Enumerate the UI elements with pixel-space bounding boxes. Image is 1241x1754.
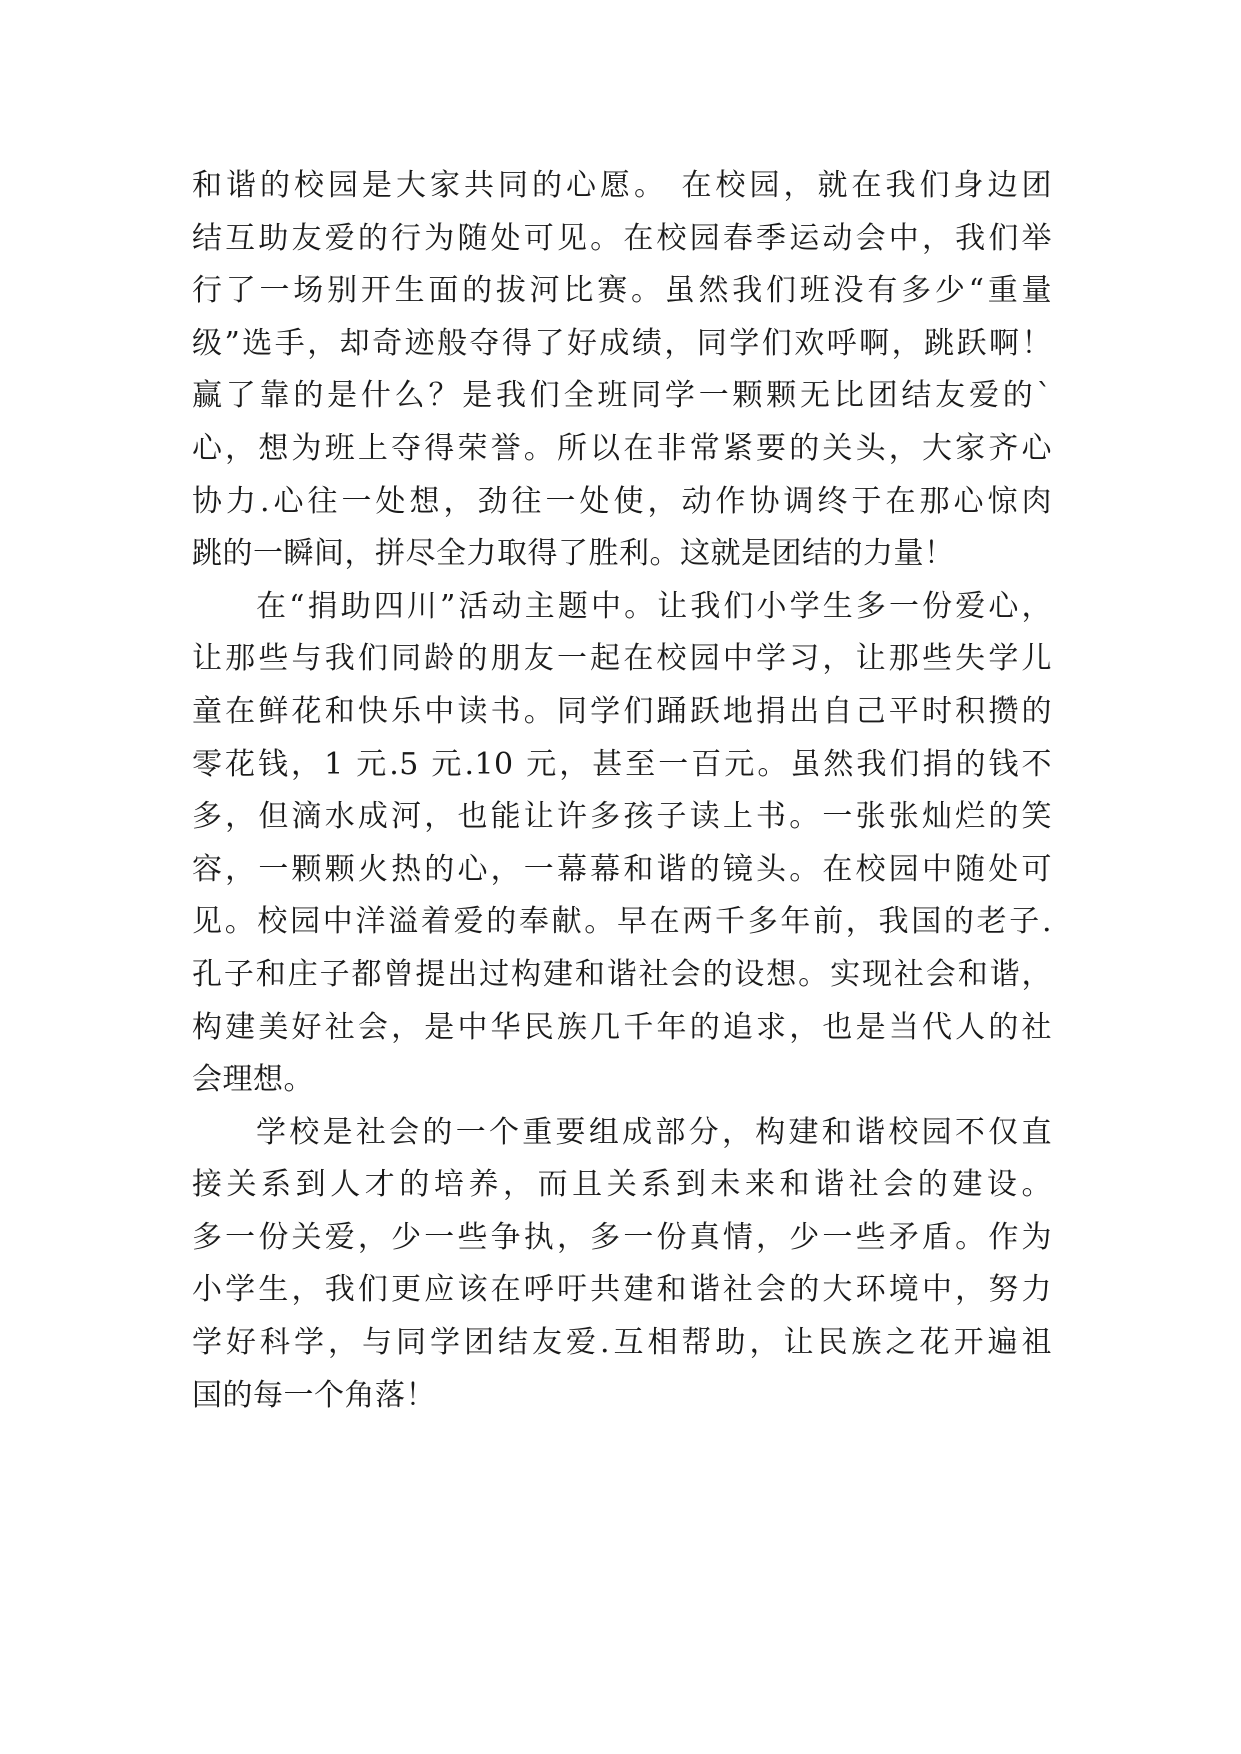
paragraph-2-line-5: 多，但滴水成河，也能让许多孩子读上书。一张张灿烂的笑 bbox=[192, 799, 1052, 835]
paragraph-2-line-7: 见。校园中洋溢着爱的奉献。早在两千多年前，我国的老子. bbox=[192, 904, 1052, 940]
paragraph-1-line-6: 心，想为班上夺得荣誉。所以在非常紧要的关头，大家齐心 bbox=[192, 430, 1052, 466]
paragraph-1-line-3: 行了一场别开生面的拔河比赛。虽然我们班没有多少“重量 bbox=[192, 273, 1052, 309]
paragraph-1-line-5: 赢了靠的是什么？是我们全班同学一颗颗无比团结友爱的` bbox=[192, 378, 1052, 414]
paragraph-2-line-9: 构建美好社会，是中华民族几千年的追求，也是当代人的社 bbox=[192, 1009, 1052, 1045]
paragraph-2-line-2: 让那些与我们同龄的朋友一起在校园中学习，让那些失学儿 bbox=[192, 641, 1052, 677]
paragraph-1-line-4: 级”选手，却奇迹般夺得了好成绩，同学们欢呼啊，跳跃啊！ bbox=[192, 325, 1052, 361]
paragraph-1-line-1: 和谐的校园是大家共同的心愿。 在校园，就在我们身边团 bbox=[192, 168, 1052, 203]
paragraph-3-line-4: 小学生，我们更应该在呼吁共建和谐社会的大环境中，努力 bbox=[192, 1272, 1052, 1308]
paragraph-2-line-4: 零花钱，1 元.5 元.10 元，甚至一百元。虽然我们捐的钱不 bbox=[192, 746, 1052, 782]
paragraph-2-line-1: 在“捐助四川”活动主题中。让我们小学生多一份爱心， bbox=[256, 588, 1052, 624]
paragraph-2-line-3: 童在鲜花和快乐中读书。同学们踊跃地捐出自己平时积攒的 bbox=[192, 693, 1052, 729]
paragraph-2-line-10: 会理想。 bbox=[192, 1062, 314, 1098]
paragraph-2-line-8: 孔子和庄子都曾提出过构建和谐社会的设想。实现社会和谐， bbox=[192, 956, 1052, 992]
paragraph-1-line-2: 结互助友爱的行为随处可见。在校园春季运动会中，我们举 bbox=[192, 220, 1052, 256]
document-body bbox=[192, 160, 1052, 1422]
paragraph-2-line-6: 容，一颗颗火热的心，一幕幕和谐的镜头。在校园中随处可 bbox=[192, 851, 1052, 887]
paragraph-1-line-8: 跳的一瞬间，拼尽全力取得了胜利。这就是团结的力量！ bbox=[192, 536, 955, 572]
paragraph-3-line-5: 学好科学，与同学团结友爱.互相帮助，让民族之花开遍祖 bbox=[192, 1325, 1052, 1361]
paragraph-3-line-6: 国的每一个角落！ bbox=[192, 1377, 436, 1413]
paragraph-3-line-3: 多一份关爱，少一些争执，多一份真情，少一些矛盾。作为 bbox=[192, 1219, 1052, 1255]
paragraph-3-line-2: 接关系到人才的培养，而且关系到未来和谐社会的建设。 bbox=[192, 1167, 1052, 1203]
paragraph-1-line-7: 协力.心往一处想，劲往一处使，动作协调终于在那心惊肉 bbox=[192, 483, 1052, 519]
paragraph-3-line-1: 学校是社会的一个重要组成部分，构建和谐校园不仅直 bbox=[256, 1114, 1052, 1150]
